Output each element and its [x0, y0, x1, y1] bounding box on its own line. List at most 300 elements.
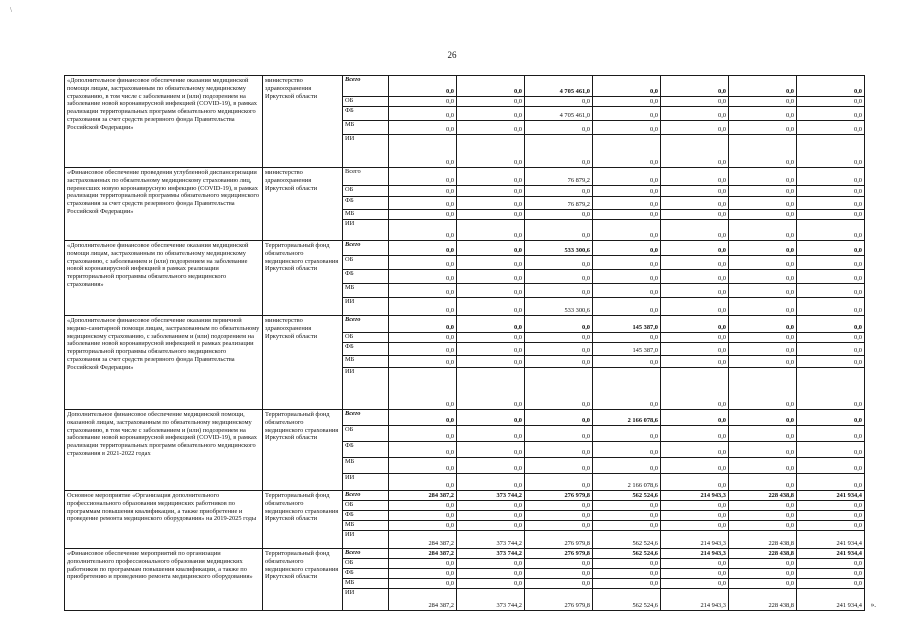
amount-cell	[389, 135, 457, 168]
amount-value: 241 934,4	[836, 492, 862, 500]
amount-value: 373 744,2	[496, 602, 522, 610]
amount-cell	[593, 220, 661, 241]
amount-cell	[457, 284, 525, 298]
amount-value: 2 166 078,6	[627, 482, 658, 490]
amount-value: 0,0	[446, 126, 454, 134]
amount-cell	[457, 333, 525, 343]
amount-cell	[593, 511, 661, 521]
amount-value: 0,0	[854, 324, 862, 332]
amount-value: 0,0	[446, 433, 454, 441]
amount-cell	[729, 426, 797, 442]
amount-value: 0,0	[582, 359, 590, 367]
amount-value: 0,0	[446, 289, 454, 297]
amount-value: 0,0	[854, 334, 862, 342]
amount-cell	[797, 220, 865, 241]
amount-cell	[729, 356, 797, 368]
amount-cell	[593, 210, 661, 220]
amount-value: 0,0	[854, 433, 862, 441]
amount-value: 0,0	[650, 112, 658, 120]
amount-value: 0,0	[786, 261, 794, 269]
executor-cell: Территориальный фонд обязательного медицинского страхования Иркутской области	[263, 241, 343, 316]
amount-cell	[389, 76, 457, 97]
amount-value: 0,0	[650, 307, 658, 315]
amount-cell	[661, 186, 729, 197]
amount-cell	[525, 76, 593, 97]
amount-value: 0,0	[514, 334, 522, 342]
amount-value: 0,0	[786, 449, 794, 457]
measure-name-cell: «Дополнительное финансовое обеспечение оказания медицинской помощи лицам, застрахованным по обязательному медицинскому страхованию, в том числе с заболеванием и (или) подозрением на заболевание новой коронавирусной инфекцией (COVID-19), в рамках реализации территориальных программ обязательного медицинского страхования за счет средств резервного фонда Правительства Российской Федерации»	[65, 76, 263, 168]
amount-value: 0,0	[582, 522, 590, 530]
amount-cell	[661, 511, 729, 521]
amount-cell	[457, 97, 525, 107]
amount-value: 0,0	[854, 261, 862, 269]
amount-cell	[797, 549, 865, 559]
funding-source-cell: Всего	[343, 168, 389, 186]
measure-name-cell: «Финансовое обеспечение мероприятий по организации дополнительного профессионального образования медицинских работников по программам повышения квалификации, а также по приобретению и проведению ремонта медицинского оборудования»	[65, 549, 263, 611]
amount-value: 0,0	[854, 247, 862, 255]
amount-value: 0,0	[446, 401, 454, 409]
amount-cell	[797, 135, 865, 168]
amount-value: 0,0	[446, 560, 454, 568]
funding-source-cell: Всего	[343, 549, 389, 559]
amount-cell	[525, 356, 593, 368]
amount-value: 0,0	[786, 211, 794, 219]
amount-value: 214 943,3	[700, 550, 726, 558]
funding-source-cell: ФБ	[343, 569, 389, 579]
amount-value: 0,0	[718, 433, 726, 441]
amount-cell	[389, 333, 457, 343]
amount-cell	[661, 521, 729, 531]
amount-cell	[797, 559, 865, 569]
amount-cell	[661, 97, 729, 107]
amount-value: 284 387,2	[428, 540, 454, 548]
amount-cell	[593, 343, 661, 356]
amount-cell	[525, 511, 593, 521]
amount-cell	[389, 426, 457, 442]
amount-cell	[389, 241, 457, 256]
amount-cell	[525, 121, 593, 135]
amount-value: 0,0	[582, 275, 590, 283]
amount-cell	[661, 76, 729, 97]
amount-cell	[729, 197, 797, 210]
funding-source-cell: ОБ	[343, 501, 389, 511]
amount-cell	[593, 410, 661, 426]
amount-value: 0,0	[786, 188, 794, 196]
amount-cell	[797, 107, 865, 121]
amount-cell	[729, 531, 797, 549]
amount-cell	[729, 521, 797, 531]
amount-cell	[797, 168, 865, 186]
amount-value: 0,0	[514, 247, 522, 255]
amount-value: 214 943,3	[700, 540, 726, 548]
amount-value: 0,0	[446, 112, 454, 120]
amount-cell	[661, 426, 729, 442]
amount-value: 562 524,6	[632, 540, 658, 548]
amount-cell	[729, 474, 797, 491]
amount-cell	[457, 474, 525, 491]
amount-cell	[729, 569, 797, 579]
amount-value: 0,0	[650, 211, 658, 219]
amount-cell	[457, 343, 525, 356]
amount-cell	[525, 579, 593, 589]
amount-cell	[389, 569, 457, 579]
amount-value: 0,0	[582, 482, 590, 490]
amount-value: 0,0	[786, 201, 794, 209]
funding-source-cell: ФБ	[343, 511, 389, 521]
amount-cell	[661, 284, 729, 298]
amount-value: 0,0	[650, 334, 658, 342]
amount-cell	[525, 559, 593, 569]
amount-value: 0,0	[514, 465, 522, 473]
amount-cell	[797, 121, 865, 135]
funding-source-cell: Всего	[343, 241, 389, 256]
amount-cell	[457, 458, 525, 474]
amount-cell	[593, 474, 661, 491]
amount-value: 0,0	[718, 112, 726, 120]
amount-cell	[525, 284, 593, 298]
amount-value: 0,0	[718, 88, 726, 96]
amount-cell	[661, 220, 729, 241]
amount-value: 0,0	[650, 522, 658, 530]
amount-cell	[729, 168, 797, 186]
amount-cell	[661, 197, 729, 210]
executor-cell: министерство здравоохранения Иркутской области	[263, 76, 343, 168]
amount-value: 0,0	[582, 433, 590, 441]
amount-value: 0,0	[718, 401, 726, 409]
amount-cell	[389, 589, 457, 611]
amount-cell	[661, 579, 729, 589]
amount-value: 0,0	[786, 112, 794, 120]
amount-value: 0,0	[718, 449, 726, 457]
amount-cell	[729, 298, 797, 316]
amount-cell	[525, 316, 593, 333]
amount-value: 241 934,4	[836, 540, 862, 548]
amount-value: 562 524,6	[632, 550, 658, 558]
funding-source-cell: ФБ	[343, 197, 389, 210]
amount-cell	[661, 210, 729, 220]
amount-value: 0,0	[582, 580, 590, 588]
amount-cell	[729, 316, 797, 333]
amount-cell	[797, 426, 865, 442]
amount-cell	[729, 491, 797, 501]
amount-cell	[729, 511, 797, 521]
amount-value: 4 705 461,0	[559, 88, 590, 96]
amount-value: 0,0	[786, 580, 794, 588]
amount-cell	[729, 135, 797, 168]
amount-value: 0,0	[582, 465, 590, 473]
amount-value: 0,0	[718, 359, 726, 367]
amount-value: 0,0	[854, 98, 862, 106]
amount-value: 0,0	[786, 159, 794, 167]
amount-value: 0,0	[514, 261, 522, 269]
amount-cell	[457, 256, 525, 270]
amount-cell	[661, 343, 729, 356]
amount-value: 0,0	[514, 359, 522, 367]
amount-value: 0,0	[650, 502, 658, 510]
measure-name-cell: Основное мероприятие «Организация дополнительного профессионального образования медицинских работников по программам повышения квалификации, а также приобретение и проведение ремонта медицинского оборудования» на 2019-2025 годы	[65, 491, 263, 549]
amount-value: 241 934,4	[836, 550, 862, 558]
amount-cell	[457, 135, 525, 168]
amount-cell	[797, 284, 865, 298]
amount-value: 0,0	[514, 188, 522, 196]
amount-cell	[661, 501, 729, 511]
amount-cell	[729, 333, 797, 343]
amount-cell	[797, 531, 865, 549]
amount-cell	[797, 501, 865, 511]
amount-value: 0,0	[854, 159, 862, 167]
amount-cell	[525, 210, 593, 220]
amount-value: 0,0	[786, 465, 794, 473]
amount-cell	[797, 356, 865, 368]
amount-value: 0,0	[514, 201, 522, 209]
amount-value: 0,0	[650, 88, 658, 96]
amount-cell	[729, 97, 797, 107]
closing-quote-suffix: ».	[870, 601, 876, 610]
amount-value: 0,0	[718, 417, 726, 425]
amount-cell	[389, 521, 457, 531]
amount-value: 276 979,8	[564, 540, 590, 548]
amount-value: 0,0	[854, 502, 862, 510]
amount-cell	[661, 531, 729, 549]
amount-cell	[797, 210, 865, 220]
amount-value: 0,0	[786, 177, 794, 185]
amount-value: 0,0	[854, 211, 862, 219]
amount-cell	[661, 410, 729, 426]
amount-cell	[661, 442, 729, 458]
amount-cell	[797, 97, 865, 107]
amount-value: 0,0	[446, 334, 454, 342]
amount-cell	[797, 491, 865, 501]
amount-cell	[389, 491, 457, 501]
amount-value: 0,0	[786, 289, 794, 297]
amount-value: 0,0	[650, 261, 658, 269]
amount-cell	[729, 549, 797, 559]
amount-cell	[389, 549, 457, 559]
amount-value: 0,0	[514, 502, 522, 510]
amount-cell	[525, 220, 593, 241]
amount-cell	[525, 589, 593, 611]
amount-cell	[729, 579, 797, 589]
amount-cell	[593, 549, 661, 559]
measure-name-cell: «Финансовое обеспечение проведения углубленной диспансеризации застрахованных по обязательному медицинскому страхованию лиц, перенесших новую коронавирусную инфекцию (COVID-19), в рамках реализации территориальной программы обязательного медицинского страхования за счет средств резервного фонда Правительства Российской Федерации»	[65, 168, 263, 241]
amount-cell	[457, 76, 525, 97]
amount-value: 0,0	[786, 334, 794, 342]
amount-cell	[457, 107, 525, 121]
amount-cell	[593, 579, 661, 589]
funding-source-cell: ИИ	[343, 474, 389, 491]
amount-cell	[661, 135, 729, 168]
amount-cell	[593, 368, 661, 410]
amount-cell	[389, 501, 457, 511]
table-row	[65, 549, 865, 559]
amount-cell	[525, 569, 593, 579]
amount-cell	[525, 343, 593, 356]
amount-value: 0,0	[582, 512, 590, 520]
amount-cell	[661, 316, 729, 333]
amount-value: 533 300,6	[564, 247, 590, 255]
amount-value: 0,0	[854, 126, 862, 134]
amount-value: 0,0	[514, 159, 522, 167]
amount-cell	[661, 458, 729, 474]
amount-cell	[389, 316, 457, 333]
amount-cell	[525, 458, 593, 474]
amount-value: 0,0	[514, 289, 522, 297]
amount-cell	[661, 559, 729, 569]
amount-value: 562 524,6	[632, 602, 658, 610]
amount-cell	[593, 316, 661, 333]
amount-value: 0,0	[786, 98, 794, 106]
amount-value: 284 387,2	[428, 550, 454, 558]
table-row	[65, 168, 865, 186]
amount-cell	[593, 521, 661, 531]
amount-cell	[389, 458, 457, 474]
amount-value: 0,0	[718, 324, 726, 332]
amount-value: 0,0	[854, 232, 862, 240]
amount-cell	[593, 186, 661, 197]
corner-mark: \	[10, 6, 12, 14]
amount-value: 214 943,3	[700, 492, 726, 500]
amount-value: 0,0	[446, 465, 454, 473]
amount-value: 0,0	[514, 307, 522, 315]
table-row	[65, 241, 865, 256]
amount-cell	[593, 241, 661, 256]
funding-source-cell: ОБ	[343, 97, 389, 107]
amount-cell	[457, 316, 525, 333]
amount-value: 0,0	[650, 433, 658, 441]
executor-cell: министерство здравоохранения Иркутской области	[263, 168, 343, 241]
amount-value: 228 438,8	[768, 540, 794, 548]
amount-value: 0,0	[854, 359, 862, 367]
amount-cell	[593, 76, 661, 97]
funding-source-cell: ИИ	[343, 368, 389, 410]
amount-cell	[729, 589, 797, 611]
funding-source-cell: МБ	[343, 458, 389, 474]
amount-cell	[797, 511, 865, 521]
amount-value: 0,0	[718, 275, 726, 283]
amount-cell	[797, 474, 865, 491]
amount-value: 0,0	[650, 359, 658, 367]
amount-cell	[593, 569, 661, 579]
amount-cell	[797, 316, 865, 333]
amount-cell	[593, 121, 661, 135]
amount-value: 0,0	[854, 401, 862, 409]
amount-value: 0,0	[854, 88, 862, 96]
amount-value: 0,0	[650, 560, 658, 568]
amount-cell	[661, 589, 729, 611]
amount-value: 0,0	[446, 347, 454, 355]
funding-source-cell: МБ	[343, 210, 389, 220]
amount-cell	[525, 241, 593, 256]
amount-value: 0,0	[650, 98, 658, 106]
amount-value: 76 879,2	[567, 177, 590, 185]
amount-value: 0,0	[718, 570, 726, 578]
amount-cell	[797, 298, 865, 316]
amount-cell	[457, 511, 525, 521]
amount-value: 0,0	[582, 401, 590, 409]
amount-cell	[729, 458, 797, 474]
amount-cell	[729, 121, 797, 135]
amount-value: 0,0	[718, 247, 726, 255]
amount-value: 0,0	[854, 112, 862, 120]
amount-cell	[457, 491, 525, 501]
amount-value: 0,0	[718, 502, 726, 510]
funding-source-cell: Всего	[343, 316, 389, 333]
amount-cell	[593, 333, 661, 343]
amount-cell	[661, 168, 729, 186]
amount-cell	[797, 368, 865, 410]
funding-source-cell: Всего	[343, 410, 389, 426]
amount-cell	[389, 256, 457, 270]
amount-cell	[525, 501, 593, 511]
amount-value: 0,0	[446, 177, 454, 185]
amount-value: 0,0	[650, 232, 658, 240]
amount-value: 0,0	[718, 482, 726, 490]
amount-value: 0,0	[854, 560, 862, 568]
amount-value: 0,0	[446, 417, 454, 425]
amount-cell	[593, 97, 661, 107]
amount-cell	[797, 343, 865, 356]
amount-cell	[525, 333, 593, 343]
measure-name-cell: Дополнительное финансовое обеспечение медицинской помощи, оказанной лицам, застрахованным по обязательному медицинскому страхованию, в том числе с заболеванием и (или) подозрением на заболевание новой коронавирусной инфекцией (COVID-19), в рамках реализации территориальных программ обязательного медицинского страхования в 2021-2022 годах	[65, 410, 263, 491]
amount-cell	[593, 270, 661, 284]
amount-cell	[661, 107, 729, 121]
amount-value: 0,0	[582, 570, 590, 578]
amount-cell	[593, 168, 661, 186]
amount-value: 0,0	[514, 275, 522, 283]
amount-cell	[525, 256, 593, 270]
amount-value: 0,0	[514, 211, 522, 219]
amount-cell	[729, 343, 797, 356]
funding-source-cell: ФБ	[343, 107, 389, 121]
amount-value: 562 524,6	[632, 492, 658, 500]
amount-value: 0,0	[446, 232, 454, 240]
amount-cell	[729, 270, 797, 284]
amount-cell	[525, 442, 593, 458]
amount-cell	[797, 256, 865, 270]
executor-cell: министерство здравоохранения Иркутской области	[263, 316, 343, 410]
amount-value: 228 438,8	[768, 492, 794, 500]
amount-cell	[457, 410, 525, 426]
funding-source-cell: МБ	[343, 579, 389, 589]
amount-cell	[729, 76, 797, 97]
amount-cell	[729, 410, 797, 426]
amount-cell	[797, 410, 865, 426]
amount-cell	[661, 368, 729, 410]
amount-value: 0,0	[650, 580, 658, 588]
amount-cell	[525, 410, 593, 426]
amount-value: 214 943,3	[700, 602, 726, 610]
funding-source-cell: ИИ	[343, 135, 389, 168]
amount-cell	[525, 521, 593, 531]
funding-source-cell: МБ	[343, 284, 389, 298]
amount-value: 0,0	[854, 512, 862, 520]
amount-cell	[457, 298, 525, 316]
amount-cell	[389, 270, 457, 284]
amount-cell	[661, 256, 729, 270]
amount-cell	[457, 442, 525, 458]
amount-cell	[389, 531, 457, 549]
amount-value: 0,0	[718, 307, 726, 315]
amount-value: 0,0	[514, 232, 522, 240]
budget-table-body	[65, 76, 876, 611]
amount-value: 0,0	[718, 201, 726, 209]
amount-value: 0,0	[514, 433, 522, 441]
amount-value: 0,0	[786, 359, 794, 367]
amount-cell	[525, 107, 593, 121]
amount-value: 0,0	[514, 112, 522, 120]
amount-value: 0,0	[582, 289, 590, 297]
amount-cell	[797, 589, 876, 611]
